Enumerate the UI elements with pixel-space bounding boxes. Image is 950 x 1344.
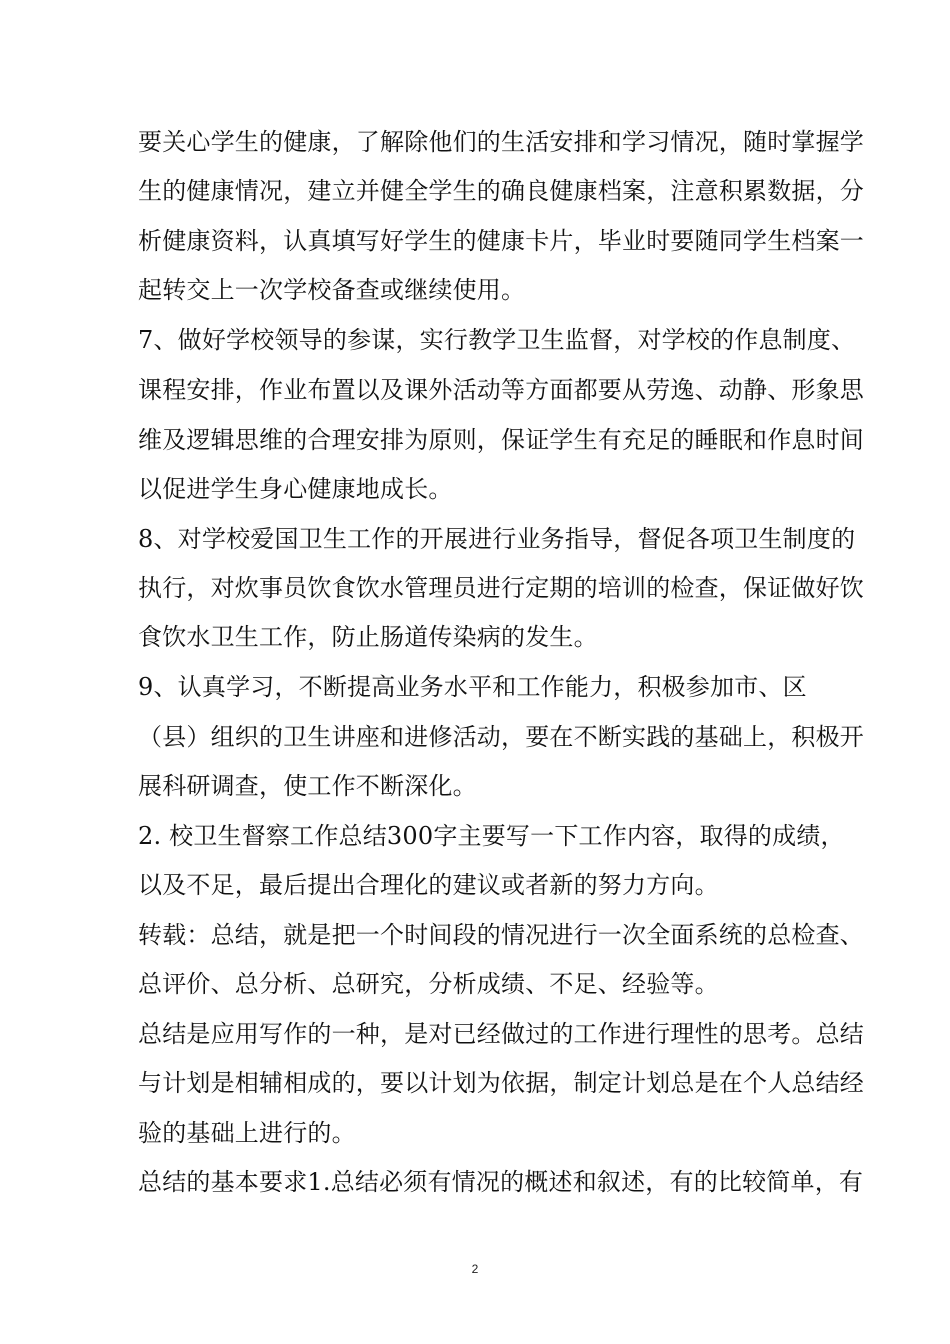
text-line: 转载：总结，就是把一个时间段的情况进行一次全面系统的总检查、 — [138, 921, 864, 949]
text-line: 要关心学生的健康，了解除他们的生活安排和学习情况，随时掌握学 — [138, 128, 864, 156]
text-line: 9、认真学习，不断提高业务水平和工作能力，积极参加市、区 — [138, 673, 807, 701]
text-line: 2. 校卫生督察工作总结300字主要写一下工作内容，取得的成绩， — [138, 822, 845, 850]
text-line: 7、做好学校领导的参谋，实行教学卫生监督，对学校的作息制度、 — [138, 326, 856, 354]
text-line: 课程安排，作业布置以及课外活动等方面都要从劳逸、动静、形象思 — [138, 376, 864, 404]
text-line: 生的健康情况，建立并健全学生的确良健康档案，注意积累数据，分 — [138, 177, 864, 205]
text-line: 以促进学生身心健康地成长。 — [138, 475, 453, 503]
text-line: 总评价、总分析、总研究，分析成绩、不足、经验等。 — [138, 970, 719, 998]
text-line: 食饮水卫生工作，防止肠道传染病的发生。 — [138, 623, 598, 651]
text-line: 验的基础上进行的。 — [138, 1119, 356, 1147]
text-line: 8、对学校爱国卫生工作的开展进行业务指导，督促各项卫生制度的 — [138, 525, 856, 553]
page-number: 2 — [471, 1262, 479, 1276]
text-line: 起转交上一次学校备查或继续使用。 — [138, 276, 526, 304]
text-line: （县）组织的卫生讲座和进修活动，要在不断实践的基础上，积极开 — [138, 723, 864, 751]
text-line: 维及逻辑思维的合理安排为原则，保证学生有充足的睡眠和作息时间 — [138, 426, 864, 454]
text-line: 以及不足，最后提出合理化的建议或者新的努力方向。 — [138, 871, 719, 899]
text-line: 总结的基本要求1.总结必须有情况的概述和叙述，有的比较简单，有 — [138, 1168, 864, 1196]
text-line: 析健康资料，认真填写好学生的健康卡片，毕业时要随同学生档案一 — [138, 227, 864, 255]
text-line: 执行，对炊事员饮食饮水管理员进行定期的培训的检查，保证做好饮 — [138, 574, 864, 602]
text-line: 总结是应用写作的一种，是对已经做过的工作进行理性的思考。总结 — [138, 1020, 864, 1048]
text-line: 与计划是相辅相成的，要以计划为依据，制定计划总是在个人总结经 — [138, 1069, 864, 1097]
text-line: 展科研调查，使工作不断深化。 — [138, 772, 477, 800]
